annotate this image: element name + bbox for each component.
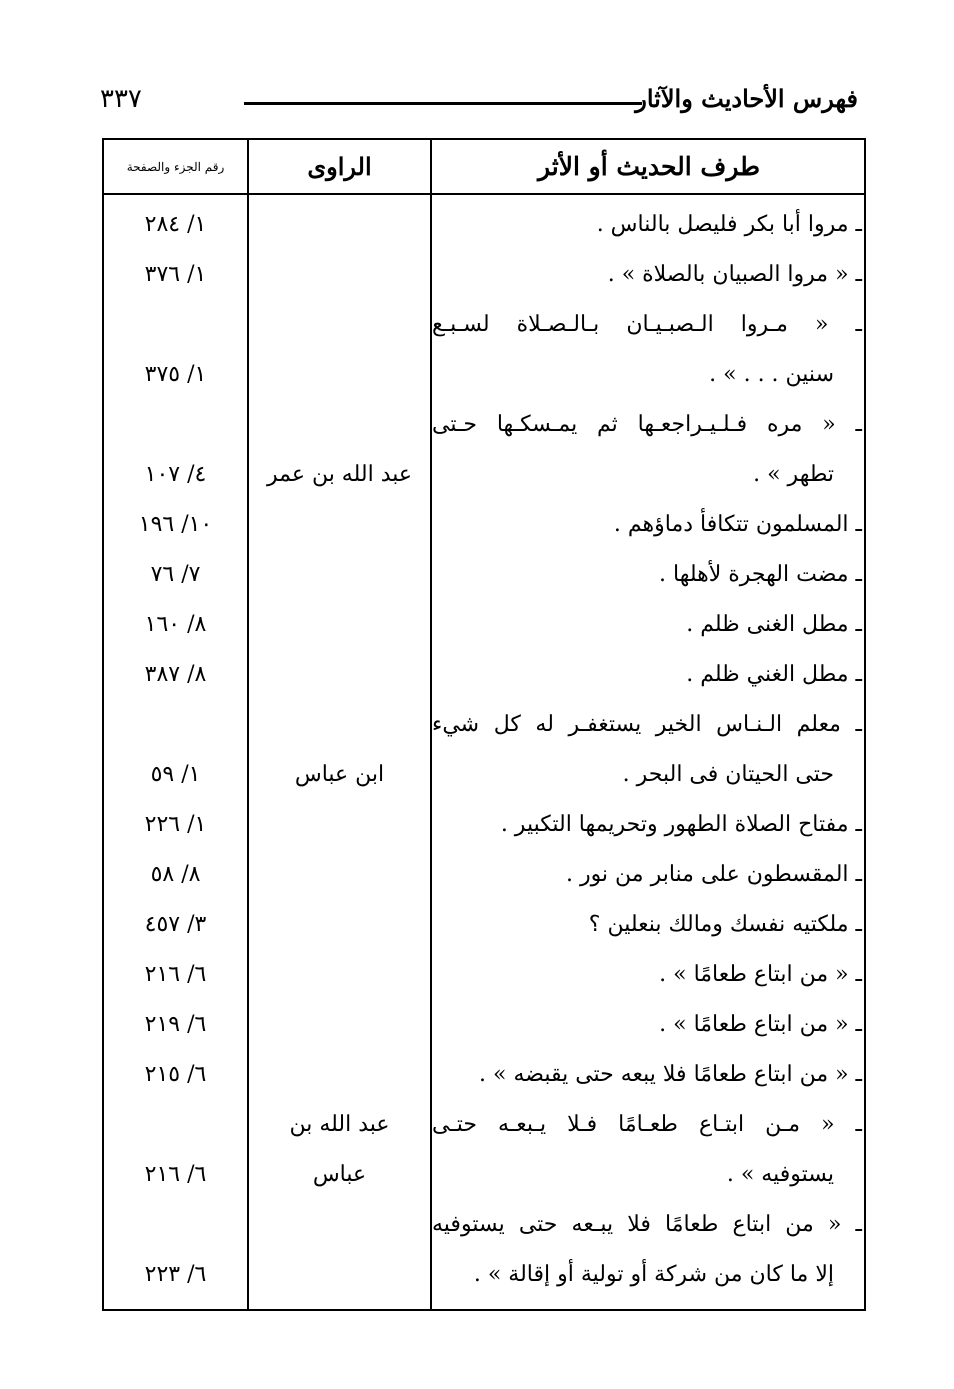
page-reference: ١/ ٢٨٤ (144, 212, 207, 237)
hadith-line: ـ « من ابتاع طعامًا » . (659, 962, 862, 987)
narrator-abdullah-ibn-abbas: عبد الله بن (289, 1112, 390, 1137)
hadith-line: ـ مفتاح الصلاة الطهور وتحريمها التكبير . (500, 812, 862, 837)
hadith-line: ـ مروا أبا بكر فليصل بالناس . (596, 212, 862, 237)
page-reference: ٨/ ١٦٠ (144, 612, 207, 637)
page-reference: ١/ ٣٧٦ (144, 262, 207, 287)
page-reference: ٤/ ١٠٧ (144, 462, 207, 487)
hadith-line: تطهر » . (753, 462, 834, 487)
hadith-line: ـ « مروا الصبيان بالصلاة » . (607, 262, 862, 287)
hadith-line: حتى الحيتان فى البحر . (622, 762, 834, 787)
hadith-line: ـ مضت الهجرة لأهلها . (659, 562, 862, 587)
column-header-narrator: الراوى (307, 152, 372, 181)
header-divider (104, 193, 864, 195)
page-reference: ٦/ ٢١٩ (144, 1012, 207, 1037)
hadith-line: ـ مطل الغني ظلم . (686, 662, 862, 687)
page-reference: ١/ ٣٧٥ (144, 362, 207, 387)
hadith-line: ـ « مـروا الـصبـيـان بـالـصـلاة لسـبـع (432, 312, 862, 337)
column-header-hadith: طرف الحديث أو الأثر (537, 152, 761, 181)
narrator-ibn-umar: عبد الله بن عمر (266, 462, 413, 487)
hadith-line: إلا ما كان من شركة أو تولية أو إقالة » . (473, 1262, 834, 1287)
page-reference: ٦/ ٢٢٣ (144, 1262, 207, 1287)
hadith-line: سنين . . . » . (709, 362, 834, 387)
header-rule (244, 102, 642, 105)
hadith-index-table (102, 138, 866, 1311)
page-reference: ١٠/ ١٩٦ (138, 512, 213, 537)
hadith-line: ـ معلم الـنـاس الخير يستغفـر له كل شيء (432, 712, 862, 737)
page-reference: ٦/ ٢١٦ (144, 962, 207, 987)
page-reference: ١/ ٢٢٦ (144, 812, 207, 837)
column-header-reference: رقم الجزء والصفحة (126, 159, 225, 174)
page-reference: ٨/ ٥٨ (150, 862, 201, 887)
page-reference: ٣/ ٤٥٧ (144, 912, 207, 937)
page-header (94, 84, 864, 120)
page-reference: ٨/ ٣٨٧ (144, 662, 207, 687)
hadith-line: ـ « من ابتاع طعامًا فلا يبـعه حتى يستوفيه (432, 1212, 862, 1237)
page-number: ٣٣٧ (100, 84, 142, 114)
hadith-line: ـ مطل الغنى ظلم . (686, 612, 862, 637)
hadith-line: ـ « مـن ابتـاع طعـامًا فـلا يـبعـه حتـى (432, 1112, 862, 1137)
page-reference: ١/ ٥٩ (150, 762, 201, 787)
narrator-abdullah-ibn-abbas: عباس (312, 1162, 367, 1187)
page-reference: ٦/ ٢١٥ (144, 1062, 207, 1087)
hadith-line: ـ المسلمون تتكافأ دماؤهم . (613, 512, 862, 537)
page-reference: ٧/ ٧٦ (150, 562, 201, 587)
hadith-line: يستوفيه » . (726, 1162, 834, 1187)
hadith-line: ـ المقسطون على منابر من نور . (565, 862, 862, 887)
narrator-ibn-abbas: ابن عباس (294, 762, 385, 787)
page-reference: ٦/ ٢١٦ (144, 1162, 207, 1187)
hadith-line: ـ « من ابتاع طعامًا » . (659, 1012, 862, 1037)
hadith-line: ـ « من ابتاع طعامًا فلا يبعه حتى يقبضه » . (479, 1062, 862, 1087)
running-title: فهرس الأحاديث والآثار (635, 84, 858, 113)
hadith-line: ـ « مره فـلـيـراجعـها ثم يمـسكـها حـتى (432, 412, 862, 437)
hadith-line: ـ ملكتيه نفسك ومالك بنعلين ؟ (588, 912, 862, 937)
